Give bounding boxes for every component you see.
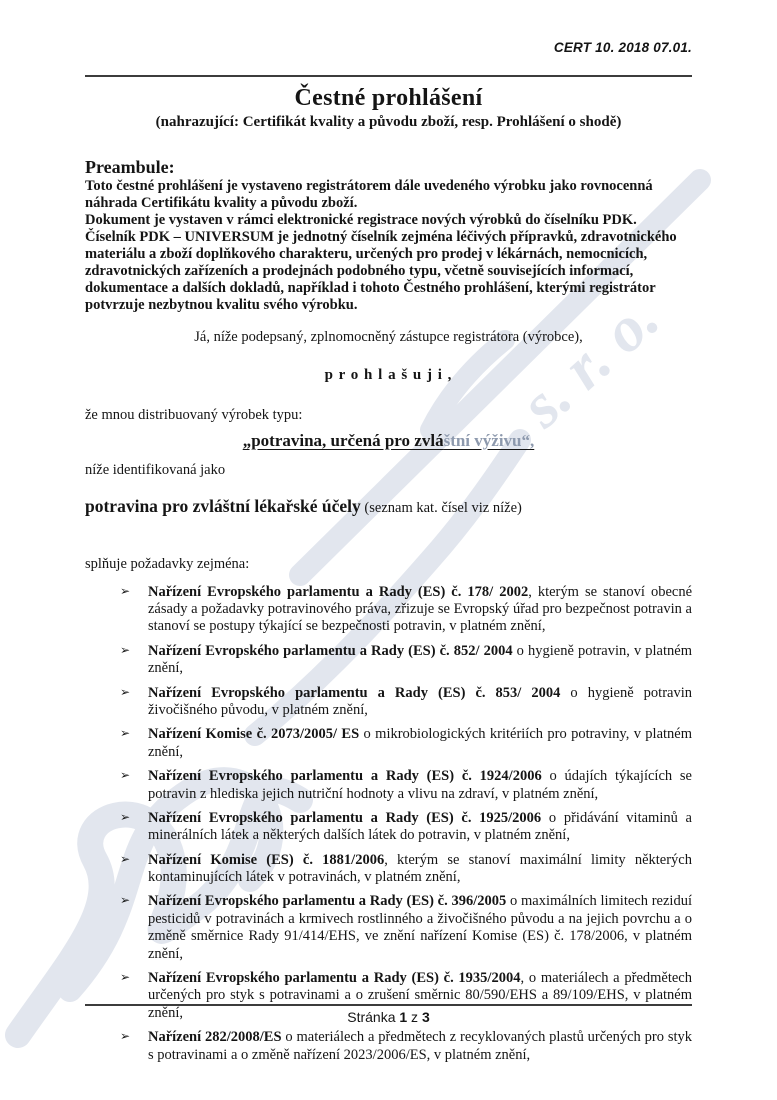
document-code: CERT 10. 2018 07.01. [553, 40, 692, 55]
preamble-paragraph: Dokument je vystaven v rámci elektronické registrace nových výrobků do číselníku PDK. [85, 211, 637, 228]
page-title: Čestné prohlášení [294, 85, 483, 111]
product-type-label: že mnou distribuovaný výrobek typu: [85, 406, 303, 423]
regulation-item [120, 768, 692, 803]
product-category [85, 496, 692, 517]
arrowhead-bullet-icon: ➢ [120, 970, 131, 985]
regulation-title: Nařízení Evropského parlamentu a Rady (ES) č. 853/ 2004 [148, 684, 561, 701]
regulation-description: , kterým se stanoví obecné zásady a požadavky potravinového práva, zřizuje se Evropský úřad pro bezpečnost potravin a stanoví se postupy týkající se bezpečnosti potravin, v platném znění, [148, 583, 692, 635]
declaration-verb: p r o h l a š u j i , [324, 366, 453, 383]
declaration-intro: Já, níže podepsaný, zplnomocněný zástupce registrátora (výrobce), [194, 328, 583, 345]
product-type-dark: „potravina, určená pro zvlá [242, 430, 444, 450]
regulation-item [120, 893, 692, 963]
preamble-paragraph: Číselník PDK – UNIVERSUM je jednotný číselník zejména léčivých přípravků, zdravotnického materiálu a zboží doplňkového charakteru, určených pro prodej v lékárnách, nemocnicích, zdravotnických zařízeních a prodejnách podobného typu, včetně souvisejících informací, dokumentace a dalších dokladů, například i tohoto Čestného prohlášení, kterými registrátor potvrzuje nezbytnou kvalitu svého výrobku. [85, 228, 677, 313]
regulation-item [120, 810, 692, 845]
preamble-paragraph: Toto čestné prohlášení je vystaveno registrátorem dále uvedeného výrobku jako rovnocenná náhrada Certifikátu kvality a původu zboží. [85, 178, 653, 211]
regulation-title: Nařízení Evropského parlamentu a Rady (ES) č. 1925/2006 [148, 809, 542, 826]
regulation-item [120, 685, 692, 720]
regulation-title: Nařízení Komise (ES) č. 1881/2006 [148, 851, 385, 868]
arrowhead-bullet-icon: ➢ [120, 726, 131, 741]
arrowhead-bullet-icon: ➢ [120, 642, 131, 657]
preamble-text [85, 178, 692, 314]
regulation-title: Nařízení Evropského parlamentu a Rady (ES) č. 1935/2004 [148, 970, 521, 987]
arrowhead-bullet-icon: ➢ [120, 768, 131, 783]
regulation-title: Nařízení Evropského parlamentu a Rady (ES) č. 178/ 2002 [148, 583, 529, 600]
arrowhead-bullet-icon: ➢ [120, 851, 131, 866]
regulation-title: Nařízení 282/2008/ES [148, 1029, 282, 1046]
arrowhead-bullet-icon: ➢ [120, 583, 131, 598]
regulations-list [85, 584, 692, 1064]
regulation-title: Nařízení Evropského parlamentu a Rady (ES) č. 396/2005 [148, 893, 507, 910]
regulation-description: o maximálních limitech reziduí pesticidů v potravinách a krmivech rostlinného a živočišného původu a na jejich povrchu a o změně směrnice Rady 91/414/EHS, ve znění nařízení Komise (ES) č. 178/2006, v platném znění, [148, 893, 692, 962]
regulation-description: o materiálech a předmětech z recyklovaných plastů určených pro styk s potravinami a o změně nařízení 2023/2006/ES, v platném znění, [148, 1029, 692, 1063]
page-number-current: 1 [399, 1009, 408, 1025]
arrowhead-bullet-icon: ➢ [120, 1029, 131, 1044]
regulation-description: o hygieně potravin, v platném znění, [148, 642, 692, 677]
regulation-description: o údajích týkajících se potravin z hlediska jejich nutriční hodnoty a vlivu na zdraví, v platném znění, [148, 768, 692, 802]
page-number [85, 1009, 692, 1025]
regulation-description: , kterým se stanoví maximální limity některých kontaminujících látek v potravinách, v platném znění, [148, 851, 692, 886]
regulation-item [120, 852, 692, 887]
regulation-description: , o materiálech a předmětech určených pro styk s potravinami a o zrušení směrnic 80/590/EHS a 89/109/EHS, v platném znění, [148, 970, 692, 1021]
regulation-title: Nařízení Komise č. 2073/2005/ ES [148, 726, 360, 743]
regulation-description: o přidávání vitaminů a minerálních látek a některých dalších látek do potravin, v platném znění, [148, 809, 692, 844]
regulation-description: o hygieně potravin živočišného původu, v platném znění, [148, 684, 692, 718]
regulation-item [120, 584, 692, 636]
regulation-item [120, 726, 692, 761]
preamble-heading: Preambule: [85, 157, 175, 177]
regulation-title: Nařízení Evropského parlamentu a Rady (ES) č. 852/ 2004 [148, 642, 513, 659]
header-divider [85, 75, 692, 77]
regulation-description: o mikrobiologických kritériích pro potraviny, v platném znění, [148, 726, 693, 760]
arrowhead-bullet-icon: ➢ [120, 809, 131, 824]
product-type-light: štní výživu“, [443, 430, 535, 450]
product-type [85, 431, 692, 451]
page-subtitle: (nahrazující: Certifikát kvality a původu zboží, resp. Prohlášení o shodě) [155, 114, 622, 130]
watermark-text: s. r. o. [506, 281, 672, 441]
regulation-item [120, 643, 692, 678]
document-content [0, 40, 777, 1064]
identified-as-label: níže identifikovaná jako [85, 461, 226, 478]
product-category-bold: potravina pro zvláštní lékařské účely [85, 495, 361, 516]
page-number-prefix: Stránka [347, 1009, 400, 1025]
page-footer [85, 1004, 692, 1025]
page-number-total: 3 [421, 1009, 430, 1025]
page-number-separator: z [407, 1009, 422, 1025]
product-category-note: (seznam kat. čísel viz níže) [360, 499, 522, 516]
regulation-title: Nařízení Evropského parlamentu a Rady (ES) č. 1924/2006 [148, 768, 542, 785]
arrowhead-bullet-icon: ➢ [120, 893, 131, 908]
requirements-label: splňuje požadavky zejména: [85, 555, 250, 572]
footer-divider [85, 1004, 692, 1006]
arrowhead-bullet-icon: ➢ [120, 684, 131, 699]
regulation-item [120, 1029, 692, 1064]
